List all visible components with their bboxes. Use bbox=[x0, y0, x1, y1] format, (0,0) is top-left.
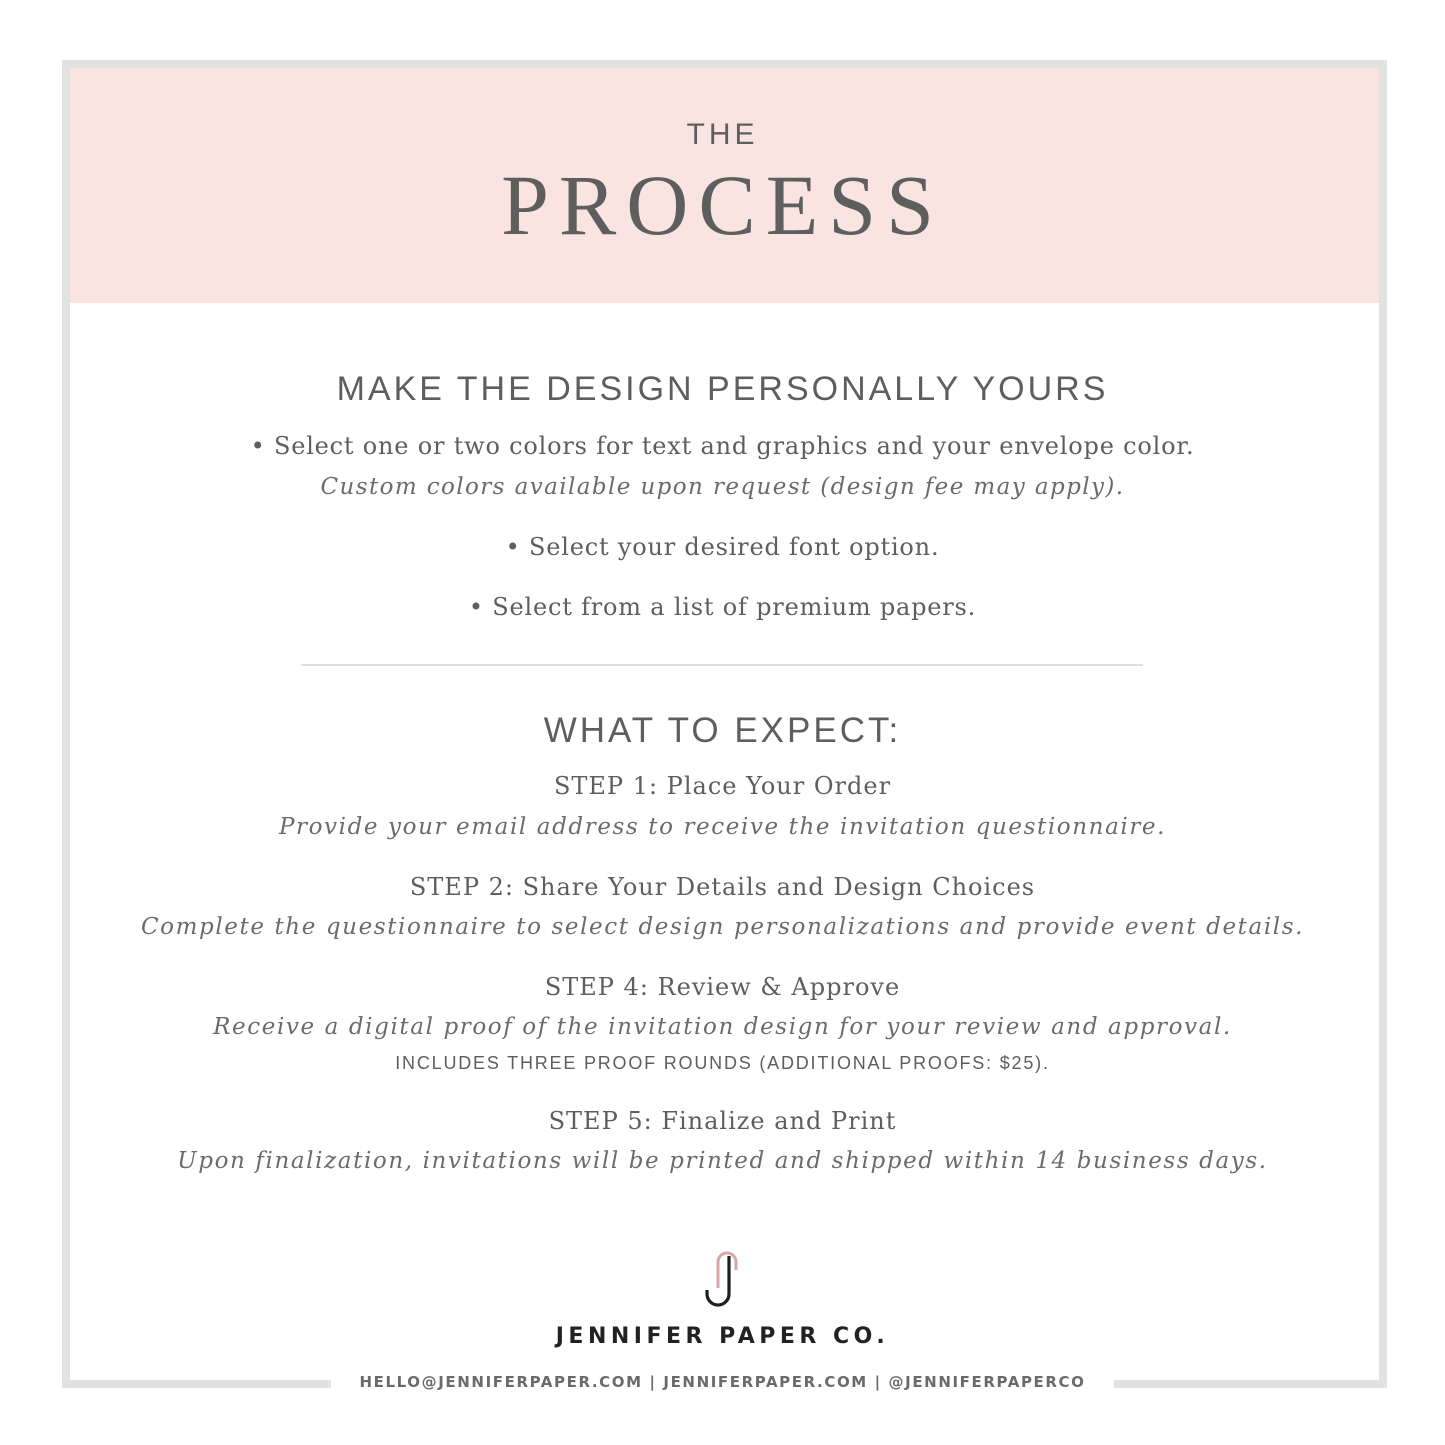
page-title: PROCESS bbox=[501, 157, 944, 253]
logo-pink-stroke bbox=[718, 1253, 736, 1288]
bullet-font: • Select your desired font option. bbox=[505, 533, 940, 561]
contact-line: HELLO@JENNIFERPAPER.COM | JENNIFERPAPER.COM | @JENNIFERPAPERCO bbox=[331, 1370, 1114, 1394]
custom-colors-note: Custom colors available upon request (design fee may apply). bbox=[320, 474, 1125, 500]
section-divider bbox=[301, 664, 1143, 666]
header-the: THE bbox=[686, 118, 759, 151]
expect-section-heading: WHAT TO EXPECT: bbox=[543, 711, 902, 750]
step-2-description: Complete the questionnaire to select design personalizations and provide event details. bbox=[140, 914, 1305, 940]
jp-monogram-logo-icon bbox=[700, 1248, 746, 1312]
step-1-title: STEP 1: Place Your Order bbox=[553, 772, 892, 800]
design-section-heading: MAKE THE DESIGN PERSONALLY YOURS bbox=[336, 370, 1109, 408]
bullet-papers: • Select from a list of premium papers. bbox=[468, 593, 977, 621]
step-5-title: STEP 5: Finalize and Print bbox=[548, 1107, 897, 1135]
step-2-title: STEP 2: Share Your Details and Design Choices bbox=[409, 873, 1036, 901]
step-1-description: Provide your email address to receive the invitation questionnaire. bbox=[278, 814, 1167, 840]
step-4-proof-note: INCLUDES THREE PROOF ROUNDS (ADDITIONAL PROOFS: $25). bbox=[395, 1053, 1050, 1073]
bullet-colors: • Select one or two colors for text and graphics and your envelope color. bbox=[250, 432, 1195, 460]
step-4-description: Receive a digital proof of the invitation design for your review and approval. bbox=[213, 1014, 1232, 1040]
brand-name: JENNIFER PAPER CO. bbox=[555, 1324, 890, 1349]
step-5-description: Upon finalization, invitations will be printed and shipped within 14 business days. bbox=[177, 1148, 1268, 1174]
step-4-title: STEP 4: Review & Approve bbox=[544, 973, 901, 1001]
